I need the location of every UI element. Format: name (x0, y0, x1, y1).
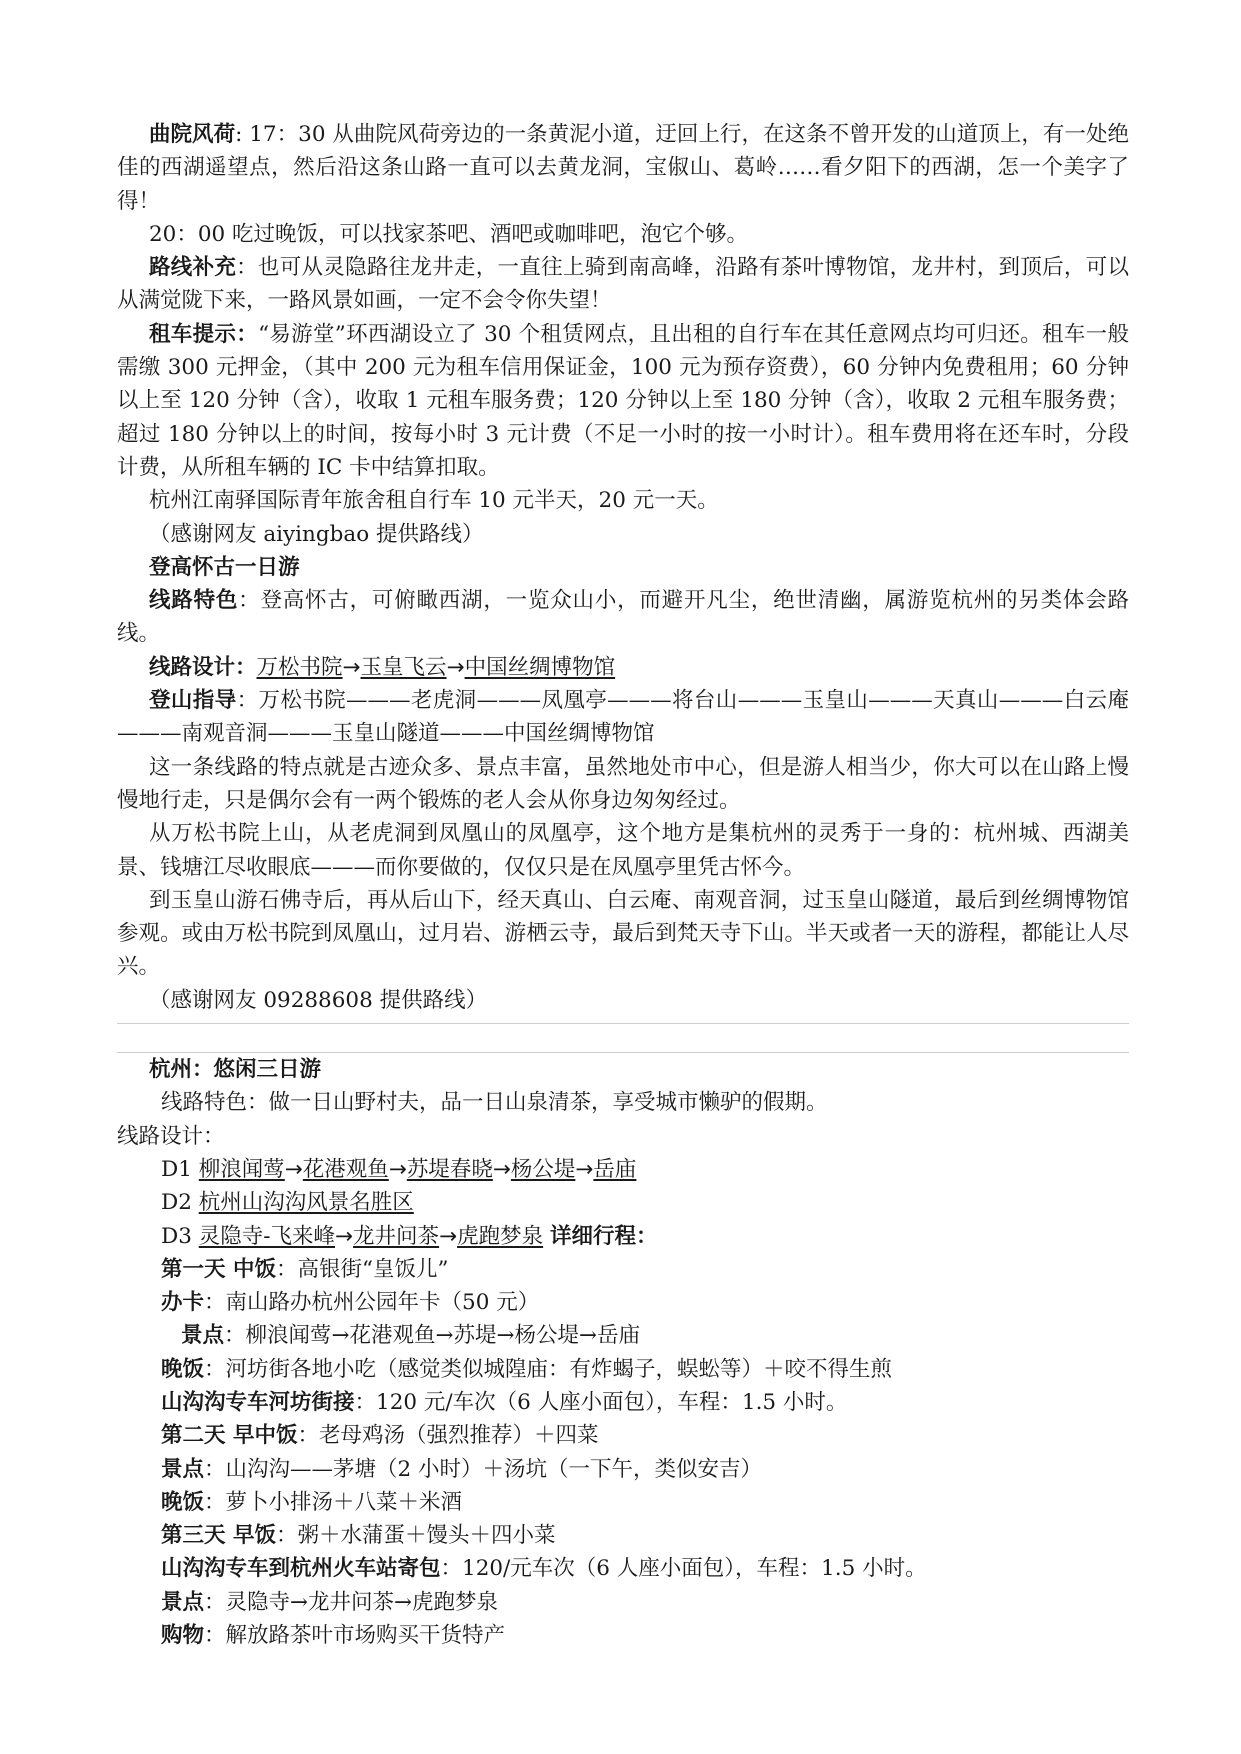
text-dinner2: ：萝卜小排汤＋八菜＋米酒 (204, 1489, 463, 1515)
day2-spots (117, 1453, 1129, 1486)
d3-label: D3 (161, 1223, 199, 1249)
divider (117, 1023, 1129, 1024)
label-day1: 第一天 中饭 (161, 1256, 276, 1282)
day1-dinner (117, 1353, 1129, 1386)
itinerary-d1 (117, 1153, 1129, 1186)
paragraph-route-design (117, 651, 1129, 684)
paragraph-three-day-design: 线路设计： (117, 1123, 225, 1149)
day2-meal (117, 1419, 1129, 1452)
title-three-day: 杭州：悠闲三日游 (149, 1057, 322, 1083)
label-shop: 购物 (161, 1623, 205, 1649)
title-climb: 登高怀古一日游 (149, 554, 300, 580)
paragraph-climb-guide (117, 684, 1129, 751)
text-spot1: ：柳浪闻莺→花港观鱼→苏堤→杨公堤→岳庙 (224, 1323, 641, 1349)
d3-stop[interactable]: 虎跑梦泉 (457, 1223, 544, 1249)
paragraph-climb-2: 从万松书院上山，从老虎洞到凤凰山的凤凰亭，这个地方是集杭州的灵秀于一身的：杭州城、西湖美景、钱塘江尽收眼底———而你要做的，仅仅只是在凤凰亭里凭古怀今。 (117, 821, 1129, 880)
day1-spots (117, 1319, 1129, 1352)
arrow-icon: → (335, 1223, 354, 1249)
day1-lunch (117, 1253, 1129, 1286)
text-spot3: ：灵隐寺→龙井问茶→虎跑梦泉 (204, 1589, 499, 1615)
document-page (117, 118, 1129, 1652)
credit-09288608: （感谢网友 09288608 提供路线） (149, 987, 488, 1013)
arrow-icon: → (446, 654, 465, 680)
route-stop-silk-museum[interactable]: 中国丝绸博物馆 (464, 654, 616, 680)
d1-label: D1 (161, 1156, 199, 1182)
label-day3: 第三天 早饭 (161, 1523, 276, 1549)
text-day2: ：老母鸡汤（强烈推荐）＋四菜 (297, 1423, 599, 1449)
text-bus1: ：120 元/车次（6 人座小面包），车程：1.5 小时。 (354, 1389, 848, 1415)
credit-aiyingbao: （感谢网友 aiyingbao 提供路线） (149, 521, 484, 547)
itinerary-d3 (117, 1220, 1129, 1253)
day1-shuttle (117, 1386, 1129, 1419)
paragraph-route-supplement (117, 251, 1129, 318)
d2-stop[interactable]: 杭州山沟沟风景名胜区 (198, 1190, 414, 1216)
d1-stop[interactable]: 杨公堤 (510, 1156, 576, 1182)
text-bus2: ：120/元车次（6 人座小面包），车程：1.5 小时。 (440, 1556, 927, 1582)
text-climb-guide: ：万松书院———老虎洞———凤凰亭———将台山———玉皇山———天真山———白云庵———南观音洞———玉皇山隧道———中国丝绸博物馆 (117, 688, 1129, 747)
day3-spots (117, 1586, 1129, 1619)
arrow-icon: → (575, 1156, 594, 1182)
section-title-three-day (117, 1053, 1129, 1086)
d1-stop[interactable]: 岳庙 (593, 1156, 637, 1182)
label-spot1: 景点 (181, 1323, 225, 1349)
text-route-feature: ：登高怀古，可俯瞰西湖，一览众山小，而避开凡尘，绝世清幽，属游览杭州的另类体会路线。 (117, 588, 1129, 647)
label-climb-guide: 登山指导 (149, 688, 237, 714)
paragraph-hostel: 杭州江南驿国际青年旅舍租自行车 10 元半天，20 元一天。 (149, 488, 719, 514)
paragraph-evening: 20：00 吃过晚饭，可以找家茶吧、酒吧或咖啡吧，泡它个够。 (149, 221, 749, 247)
arrow-icon: → (388, 1156, 407, 1182)
paragraph-route-feature (117, 584, 1129, 651)
label-quyuan: 曲院风荷 (149, 122, 236, 147)
label-route-feature: 线路特色 (149, 588, 239, 614)
day3-breakfast (117, 1519, 1129, 1552)
arrow-icon: → (342, 654, 361, 680)
section-title-climb (117, 551, 1129, 584)
label-bus1: 山沟沟专车河坊街接 (161, 1389, 355, 1415)
day3-shopping (117, 1619, 1129, 1652)
label-spot3: 景点 (161, 1589, 205, 1615)
paragraph-climb-3: 到玉皇山游石佛寺后，再从后山下，经天真山、白云庵、南观音洞，过玉皇山隧道，最后到丝绸博物馆参观。或由万松书院到凤凰山，过月岩、游栖云寺，最后到梵天寺下山。半天或者一天的游程，都能让人尽兴。 (117, 887, 1129, 980)
day1-card (117, 1286, 1129, 1319)
arrow-icon: → (492, 1156, 511, 1182)
d3-stop[interactable]: 龙井问茶 (353, 1223, 440, 1249)
paragraph-three-day-feature: 线路特色：做一日山野村夫，品一日山泉清茶，享受城市懒驴的假期。 (161, 1090, 828, 1116)
day3-shuttle (117, 1552, 1129, 1585)
label-detailed-itinerary: 详细行程： (549, 1223, 658, 1249)
label-route-supplement: 路线补充 (149, 255, 237, 281)
text-spot2: ：山沟沟——茅塘（2 小时）＋汤坑（一下午，类似安吉） (204, 1456, 763, 1482)
label-route-design: 线路设计： (149, 654, 257, 680)
text-day3: ：粥＋水蒲蛋＋馒头＋四小菜 (276, 1523, 556, 1549)
label-spot2: 景点 (161, 1456, 205, 1482)
paragraph-bike-rental (117, 318, 1129, 484)
d2-label: D2 (161, 1190, 199, 1216)
d1-stop[interactable]: 苏堤春晓 (406, 1156, 493, 1182)
label-card: 办卡 (161, 1290, 205, 1316)
paragraph-climb-1: 这一条线路的特点就是古迹众多、景点丰富，虽然地处市中心，但是游人相当少，你大可以在山路上慢慢地行走，只是偶尔会有一两个锻炼的老人会从你身边匆匆经过。 (117, 754, 1129, 813)
d1-stop[interactable]: 花港观鱼 (302, 1156, 389, 1182)
text-shop: ：解放路茶叶市场购买干货特产 (204, 1623, 506, 1649)
arrow-icon: → (284, 1156, 303, 1182)
d3-stop[interactable]: 灵隐寺-飞来峰 (198, 1223, 336, 1249)
arrow-icon: → (439, 1223, 458, 1249)
text-route-supplement: ：也可从灵隐路往龙井走，一直往上骑到南高峰，沿路有茶叶博物馆，龙井村，到顶后，可以从满觉陇下来，一路风景如画，一定不会令你失望！ (117, 255, 1129, 314)
text-card: ：南山路办杭州公园年卡（50 元） (204, 1290, 540, 1316)
text-day1: ：高银街“皇饭儿” (276, 1256, 449, 1282)
label-dinner2: 晚饭 (161, 1489, 205, 1515)
route-stop-yuhuang[interactable]: 玉皇飞云 (360, 654, 447, 680)
paragraph-quyuan (117, 118, 1129, 218)
label-dinner1: 晚饭 (161, 1356, 205, 1382)
itinerary-d2 (117, 1186, 1129, 1219)
d1-stop[interactable]: 柳浪闻莺 (198, 1156, 285, 1182)
text-bike-rental: “易游堂”环西湖设立了 30 个租赁网点，且出租的自行车在其任意网点均可归还。租车一般需缴 300 元押金，（其中 200 元为租车信用保证金，100 元为预存资费），60 分钟内免费租用；60 分钟以上至 120 分钟（含），收取 1 元租车服务费；120 分钟以上至 180 分钟（含），收取 2 元租车服务费；超过 180 分钟以上的时间，按每小时 3 元计费（不足一小时的按一小时计）。租车费用将在还车时，分段计费，从所租车辆的 IC 卡中结算扣取。 (117, 321, 1129, 480)
label-bike-rental: 租车提示： (149, 321, 259, 347)
text-quyuan: : 17：30 从曲院风荷旁边的一条黄泥小道，迂回上行，在这条不曾开发的山道顶上，有一处绝佳的西湖遥望点，然后沿这条山路一直可以去黄龙洞，宝俶山、葛岭……看夕阳下的西湖，怎一个美字了得！ (117, 122, 1129, 214)
label-bus2: 山沟沟专车到杭州火车站寄包 (161, 1556, 441, 1582)
day2-dinner (117, 1486, 1129, 1519)
text-dinner1: ：河坊街各地小吃（感觉类似城隍庙：有炸蝎子，蜈蚣等）＋咬不得生煎 (204, 1356, 893, 1382)
label-day2: 第二天 早中饭 (161, 1423, 298, 1449)
route-stop-wansong[interactable]: 万松书院 (256, 654, 343, 680)
